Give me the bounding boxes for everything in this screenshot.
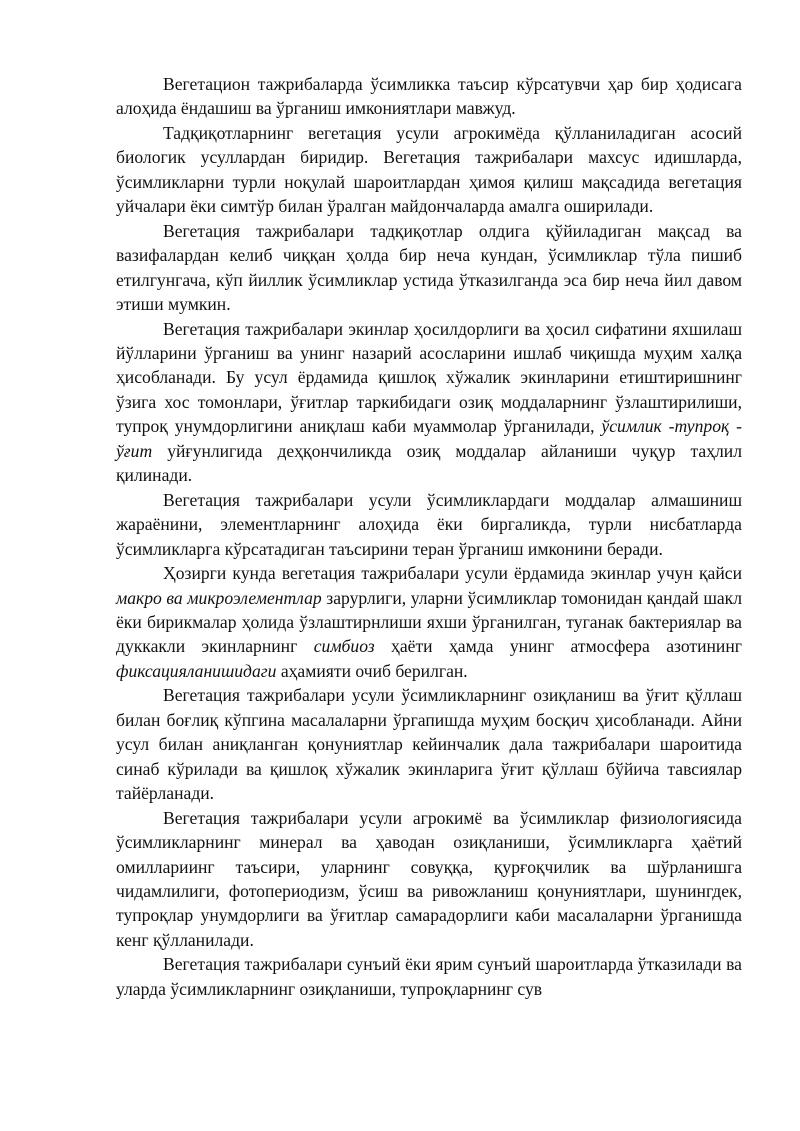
paragraph-1 xyxy=(116,72,742,121)
italic-term: макро ва микроэлементлар xyxy=(116,587,322,608)
paragraph-2 xyxy=(116,121,742,219)
italic-term: симбиоз xyxy=(313,636,375,657)
paragraph-6 xyxy=(116,561,742,683)
text-run: ҳаёти ҳамда унинг атмосфера азотининг xyxy=(374,636,742,657)
paragraph-5 xyxy=(116,488,742,561)
paragraph-3 xyxy=(116,219,742,317)
italic-term: ўсимлик -тупроқ - ўғит xyxy=(116,416,742,461)
text-run: Вегетация тажрибалари усули ўсимликлардаги моддалар алмашиниш жараёнини, элементларнинг алоҳида ёки биргаликда, турли нисбатларда ўсимликларга кўрсатадиган таъсирини теран ўрганиш имконини беради. xyxy=(116,489,742,559)
text-run: аҳамияти очиб берилган. xyxy=(276,660,468,681)
text-run: уйғунлигида деҳқончиликда озиқ моддалар айланиши чуқур таҳлил қилинади. xyxy=(116,440,742,486)
text-run: Вегетация тажрибалари усули агрокимё ва ўсимликлар физиологиясида ўсимликларнинг минерал ва ҳаводан озиқланиши, ўсимликларга ҳаётий омиллариинг таъсири, уларнинг совуққа, қурғоқчилик ва шўрланишга чидамлилиги, фотопериодизм, ўсиш ва ривожланиш қонуниятлари, шунингдек, тупроқлар унумдорлиги ва ўғитлар самарадорлиги каби масалаларни ўрганишда кенг қўлланилади. xyxy=(116,807,742,950)
text-run: Тадқиқотларнинг вегетация усули агрокимёда қўлланиладиган асосий биологик усуллардан биридир. Вегетация тажрибалари махсус идишларда, ўсимликларни турли ноқулай шароитлардан ҳимоя қилиш мақсадида вегетация уйчалари ёки симтўр билан ўралган майдончаларда амалга оширилади. xyxy=(116,122,742,217)
text-run: Вегетация тажрибалари усули ўсимликларнинг озиқланиш ва ўғит қўллаш билан боғлиқ кўпгина масалаларни ўргапишда муҳим босқич ҳисобланади. Айни усул билан аниқланган қонуниятлар кейинчалик дала тажрибалари шароитида синаб кўрилади ва қишлоқ хўжалик экинларига ўғит қўллаш бўйича тавсиялар тайёрланади. xyxy=(116,685,742,804)
paragraph-9 xyxy=(116,952,742,1001)
document-page xyxy=(116,72,742,1001)
italic-term: фиксацияланишидаги xyxy=(116,660,277,681)
text-run: Вегетация тажрибалари экинлар ҳосилдорлиги ва ҳосил сифатини яхшилаш йўлларини ўрганиш ва унинг назарий асосларини ишлаб чиқишда муҳим халқа ҳисобланади. Бу усул ёрдамида қишлоқ хўжалик экинларини етиштиришнинг ўзига хос томонлари, ўғитлар таркибидаги озиқ моддаларнинг ўзлаштирилиши, тупроқ унумдорлигини аниқлаш каби муаммолар ўрганилади, xyxy=(116,318,742,437)
text-run: Ҳозирги кунда вегетация тажрибалари усули ёрдамида экинлар учун қайси xyxy=(163,563,742,584)
paragraph-4 xyxy=(116,317,742,488)
text-run: Вегетация тажрибалари тадқиқотлар олдига қўйиладиган мақсад ва вазифалардан келиб чиққан ҳолда бир неча кундан, ўсимликлар тўла пишиб етилгунгача, кўп йиллик ўсимликлар устида ўтказилганда эса бир неча йил давом этиши мумкин. xyxy=(116,220,742,315)
text-run: Вегетацион тажрибаларда ўсимликка таъсир кўрсатувчи ҳар бир ҳодисага алоҳида ёндашиш ва ўрганиш имкониятлари мавжуд. xyxy=(116,74,742,119)
paragraph-8 xyxy=(116,806,742,953)
paragraph-7 xyxy=(116,683,742,805)
text-run: зарурлиги, уларни ўсимликлар томонидан қандай шакл ёки бирикмалар ҳолида ўзлаштирнлиши яхши ўрганилган, туганак бактериялар ва дуккакли экинларнинг xyxy=(116,587,743,657)
text-run: Вегетация тажрибалари сунъий ёки ярим сунъий шароитларда ўтказилади ва уларда ўсимликларнинг озиқланиши, тупроқларнинг сув xyxy=(116,954,742,999)
